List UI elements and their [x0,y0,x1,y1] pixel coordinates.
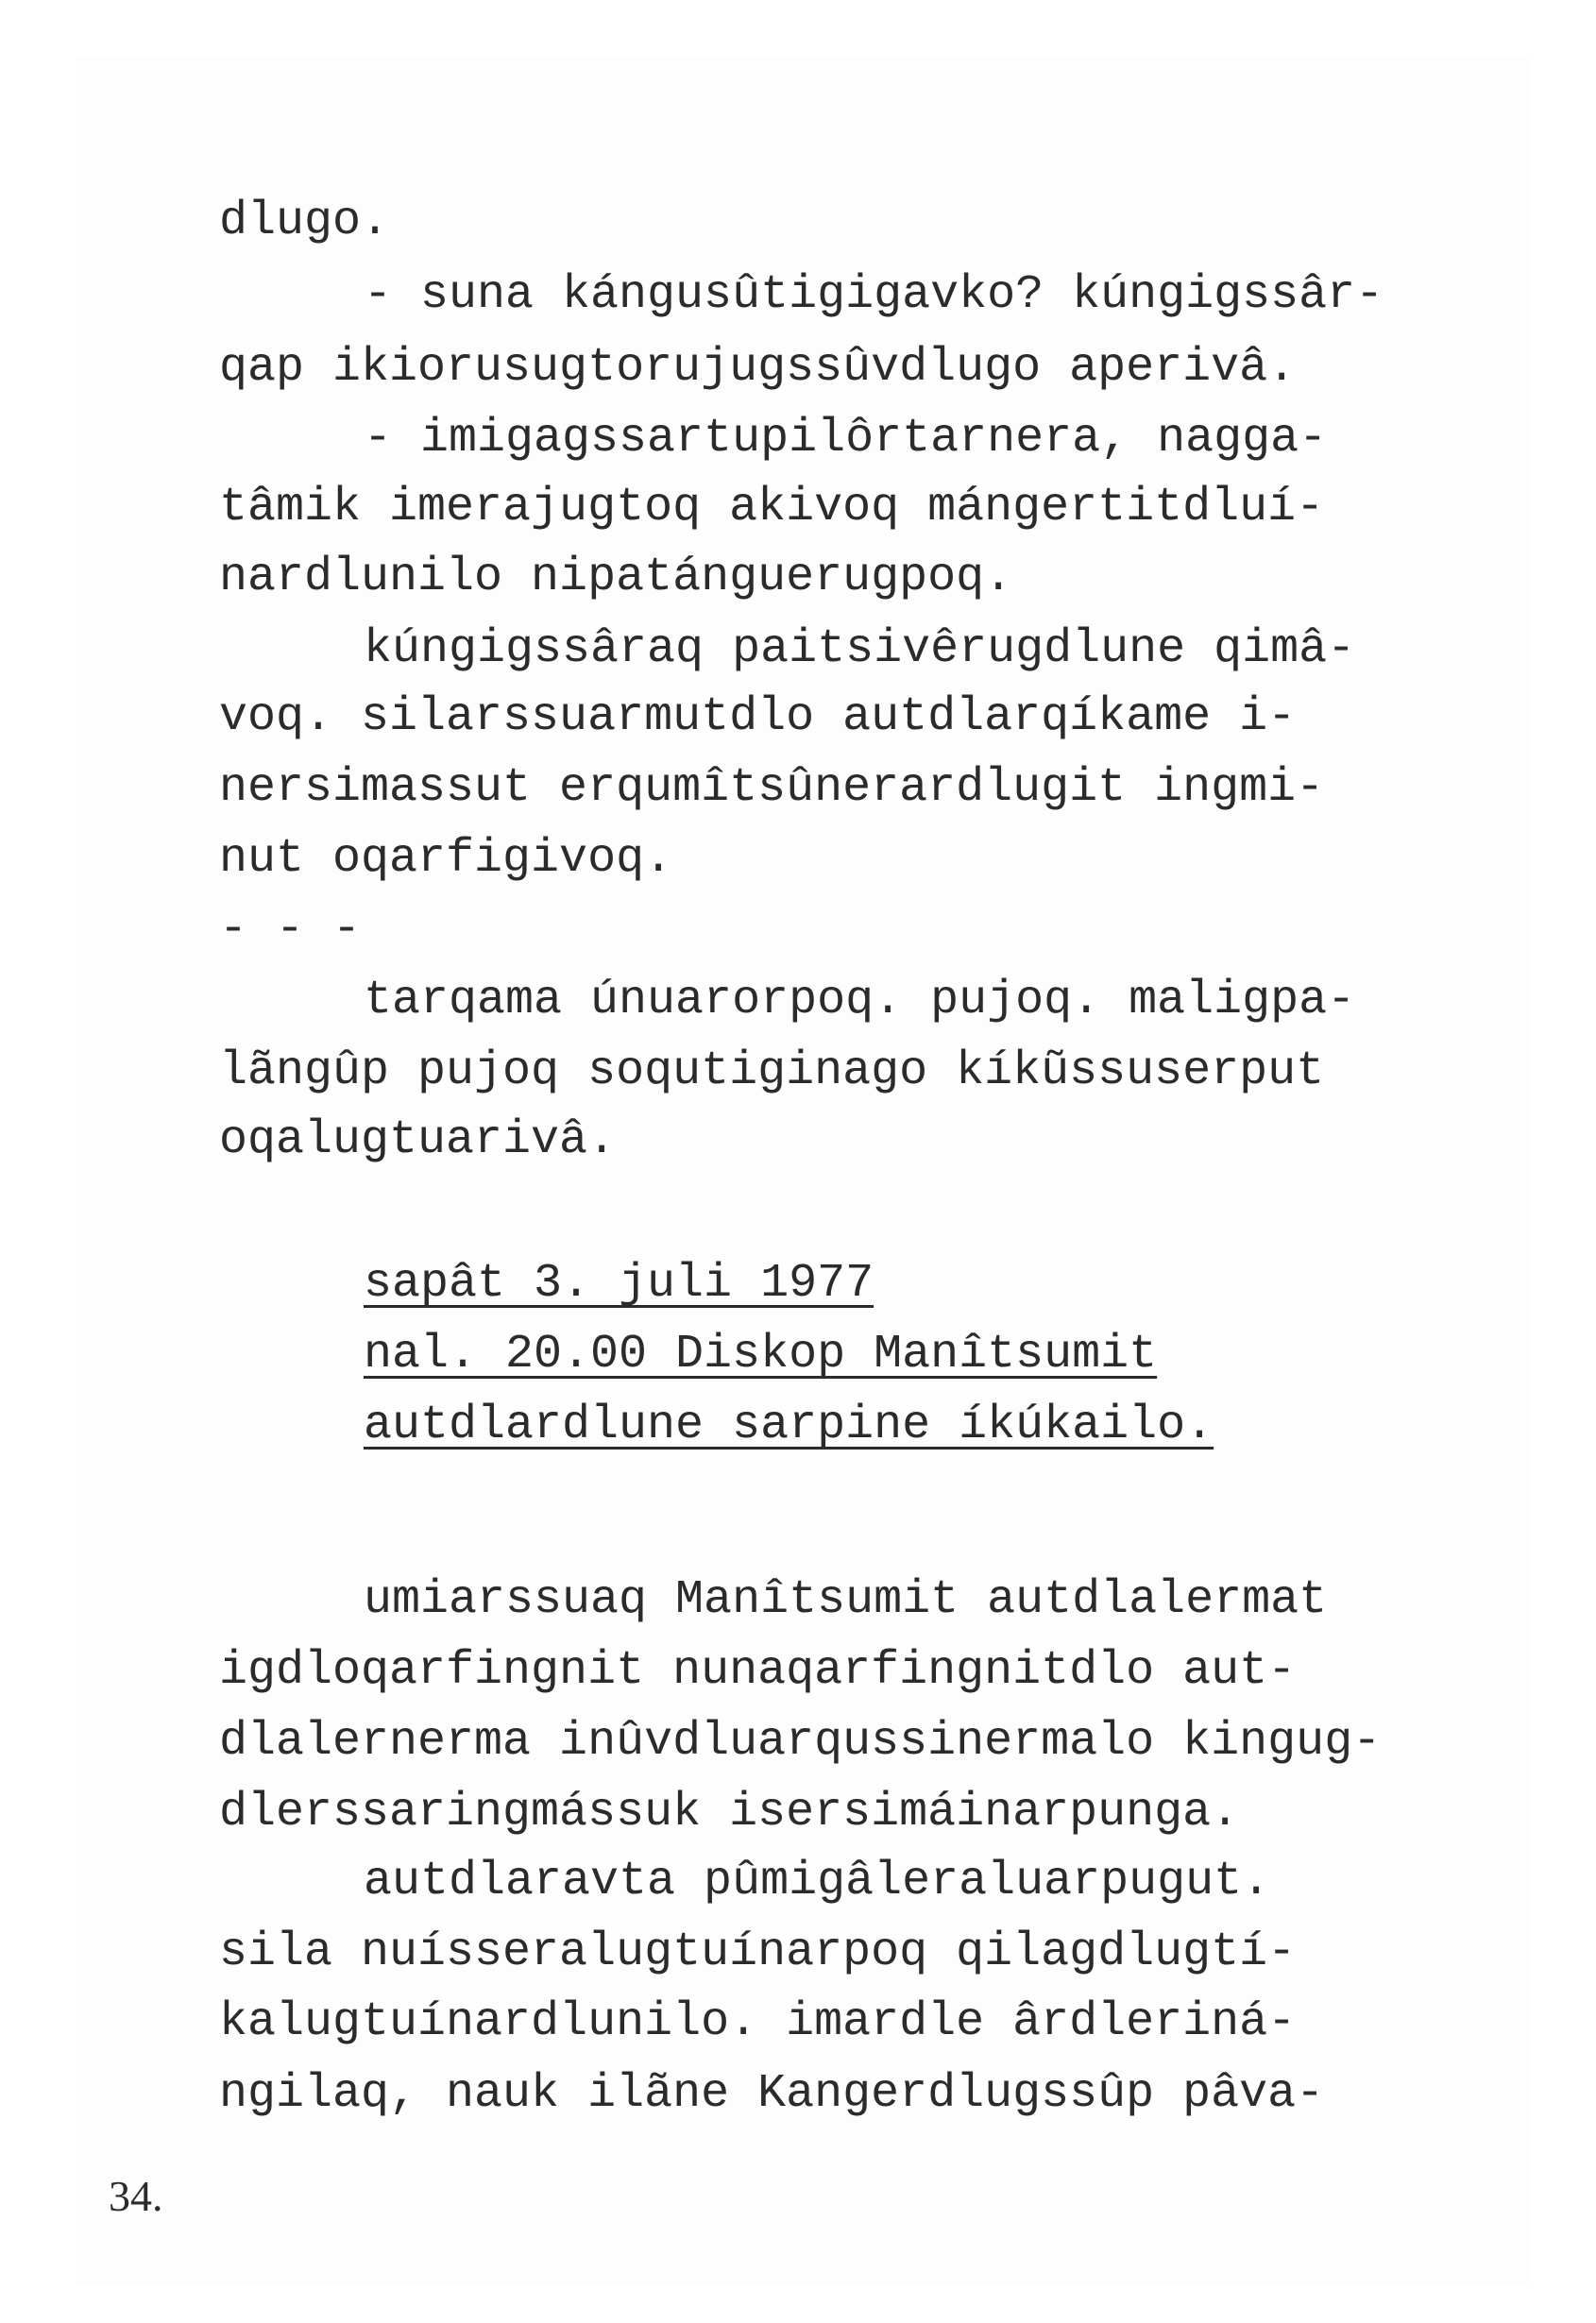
text-line: nardlunilo nipatánguerugpoq. [219,551,1013,604]
text-line: - imigagssartupilôrtarnera, nagga- [364,412,1328,466]
text-line: oqalugtuarivâ. [219,1113,617,1167]
text-line: - suna kángusûtigigavko? kúngigssâr- [364,268,1384,322]
text-line: dlerssaringmássuk isersimáinarpunga. [219,1786,1240,1840]
dated-heading-line: nal. 20.00 Diskop Manîtsumit [364,1328,1158,1382]
text-line: lãngûp pujoq soqutiginago kíkũssuserput [219,1044,1325,1098]
text-line: voq. silarssuarmutdlo autdlarqíkame i- [219,690,1297,744]
text-line: tarqama únuarorpoq. pujoq. maligpa- [364,974,1356,1027]
text-line: ngilaq, nauk ilãne Kangerdlugssûp pâva- [219,2067,1325,2121]
text-line: autdlaravta pûmigâleraluarpugut. [364,1855,1271,1908]
dated-heading-line: autdlardlune sarpine íkúkailo. [364,1399,1214,1452]
text-line: tâmik imerajugtoq akivoq mángertitdluí- [219,481,1325,534]
text-line: kúngigssâraq paitsivêrugdlune qimâ- [364,622,1356,676]
text-line: qap ikiorusugtorujugssûvdlugo aperivâ. [219,341,1297,395]
page-number: 34. [109,2172,163,2220]
section-separator: - - - [219,903,362,957]
text-line: kalugtuínardlunilo. imardle ârdleriná- [219,1995,1297,2049]
text-line: umiarssuaq Manîtsumit autdlalermat [364,1573,1328,1627]
text-line: igdloqarfingnit nunaqarfingnitdlo aut- [219,1644,1297,1698]
text-line: nut oqarfigivoq. [219,832,673,886]
text-line: sila nuísseralugtuínarpoq qilagdlugtí- [219,1925,1297,1979]
dated-heading-line: sapât 3. juli 1977 [364,1257,874,1311]
text-line: dlalernerma inûvdluarqussinermalo kingug- [219,1715,1382,1769]
text-line: nersimassut erqumîtsûnerardlugit ingmi- [219,761,1325,815]
text-line: dlugo. [219,195,390,248]
